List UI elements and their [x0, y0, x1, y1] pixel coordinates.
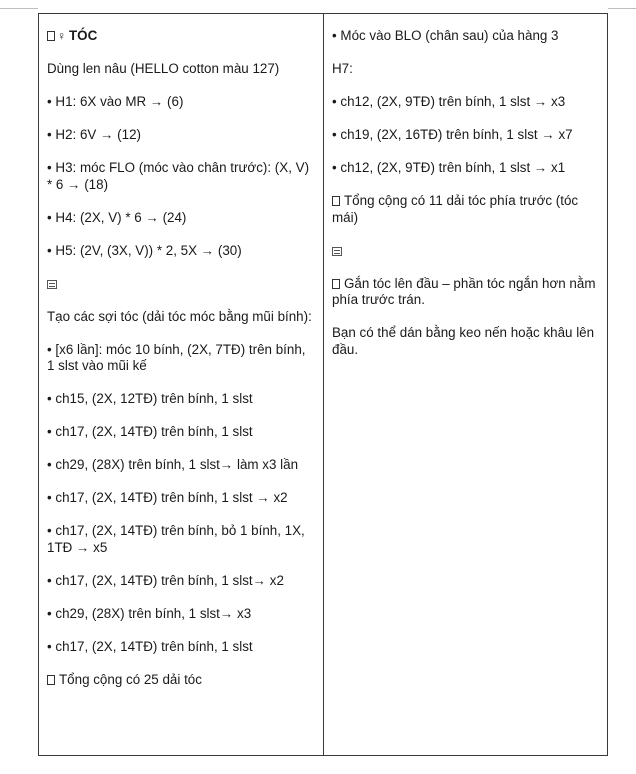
strand-item: • ch17, (2X, 14TĐ) trên bính, 1 slst → x2: [47, 490, 288, 505]
missing-glyph-icon: [332, 279, 340, 289]
blo-note: • Móc vào BLO (chân sau) của hàng 3: [332, 28, 559, 43]
page-top-rule-right: [608, 8, 636, 9]
bangs-total-text: Tổng cộng có 11 dải tóc phía trước (tóc mái): [332, 193, 579, 225]
intro-text: Dùng len nâu (HELLO cotton màu 127): [47, 61, 280, 76]
missing-glyph-icon: [47, 31, 55, 41]
bangs-total: [332, 193, 599, 226]
female-sign-icon: ♀: [57, 29, 66, 43]
missing-glyph-icon: [332, 196, 340, 206]
attach-text: Gắn tóc lên đầu – phần tóc ngắn hơn nằm phía trước trán.: [332, 275, 596, 307]
pattern-table: [38, 13, 608, 756]
total-line: [47, 672, 315, 689]
h7-item: • ch12, (2X, 9TĐ) trên bính, 1 slst → x3: [332, 94, 566, 109]
strand-item: • ch17, (2X, 14TĐ) trên bính, 1 slst→ x2: [47, 572, 284, 588]
round-item: • H1: 6X vào MR → (6): [47, 94, 184, 109]
section-heading: [47, 28, 315, 45]
round-item: • H5: (2V, (3X, V)) * 2, 5X → (30): [47, 242, 242, 258]
image-placeholder: [47, 276, 315, 293]
section-title: TÓC: [69, 28, 98, 43]
strand-item: • ch15, (2X, 12TĐ) trên bính, 1 slst: [47, 391, 253, 406]
image-placeholder-icon: [332, 247, 342, 256]
missing-glyph-icon: [47, 675, 55, 685]
strand-item: • ch17, (2X, 14TĐ) trên bính, bỏ 1 bính, 1X, 1TĐ → x5: [47, 523, 305, 555]
attach-instruction: [332, 276, 599, 309]
round-item: • H3: móc FLO (móc vào chân trước): (X, V) * 6 → (18): [47, 160, 310, 192]
total-text: Tổng cộng có 25 dải tóc: [59, 671, 202, 687]
right-column: [324, 14, 607, 755]
left-column: [39, 14, 324, 755]
strand-item: • ch17, (2X, 14TĐ) trên bính, 1 slst: [47, 424, 253, 439]
round-item: • H4: (2X, V) * 6 → (24): [47, 209, 187, 225]
page-top-rule-left: [0, 8, 38, 9]
glue-instruction: Bạn có thể dán bằng keo nến hoặc khâu lên đầu.: [332, 325, 595, 357]
strand-item: • ch29, (28X) trên bính, 1 slst→ làm x3 lần: [47, 457, 299, 472]
image-placeholder: [332, 243, 599, 260]
strands-intro: Tạo các sợi tóc (dải tóc móc bằng mũi bính):: [47, 308, 312, 324]
image-placeholder-icon: [47, 280, 57, 289]
h7-label: H7:: [332, 61, 353, 76]
strand-item: • [x6 lần]: móc 10 bính, (2X, 7TĐ) trên bính, 1 slst vào mũi kế: [47, 341, 306, 373]
h7-item: • ch12, (2X, 9TĐ) trên bính, 1 slst → x1: [332, 160, 566, 175]
strand-item: • ch17, (2X, 14TĐ) trên bính, 1 slst: [47, 638, 253, 654]
strand-item: • ch29, (28X) trên bính, 1 slst→ x3: [47, 605, 252, 621]
round-item: • H2: 6V → (12): [47, 127, 141, 142]
h7-item: • ch19, (2X, 16TĐ) trên bính, 1 slst → x7: [332, 127, 573, 142]
